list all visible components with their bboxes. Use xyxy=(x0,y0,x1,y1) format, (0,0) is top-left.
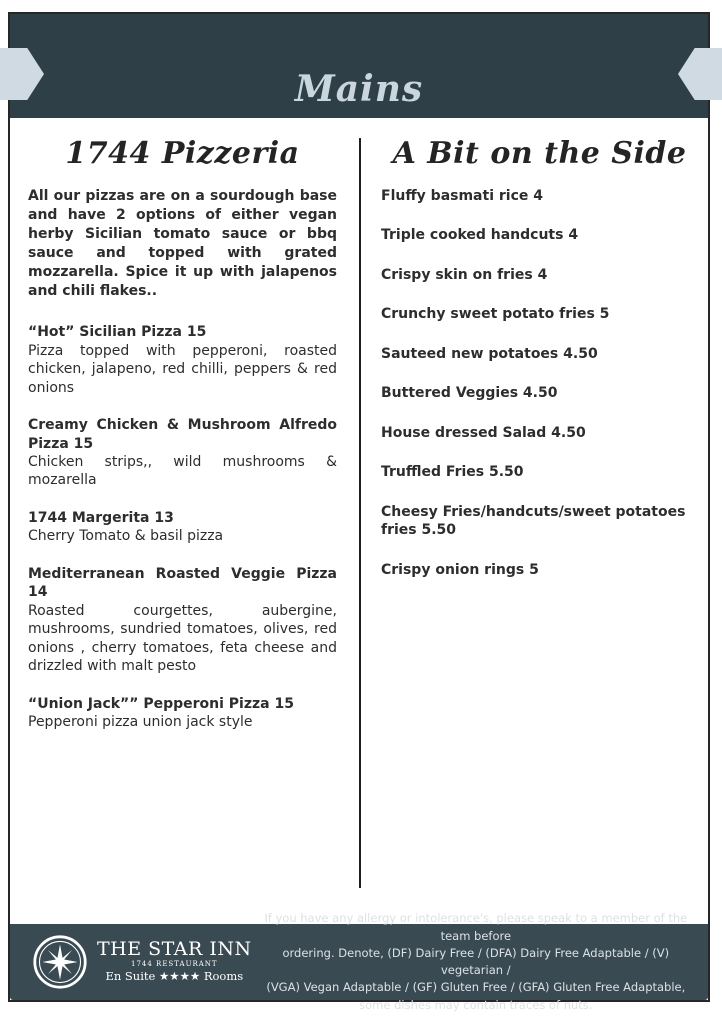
allergy-note xyxy=(252,910,692,1014)
item-description: Pizza topped with pepperoni, roasted chicken, jalapeno, red chilli, peppers & red onions xyxy=(28,342,337,396)
logo-name: THE STAR INN xyxy=(97,938,252,961)
side-item: Sauteed new potatoes 4.50 xyxy=(381,345,598,362)
item-description: Roasted courgettes, aubergine, mushrooms, sundried tomatoes, olives, red onions , cherry tomatoes, feta cheese and drizzled with malt pesto xyxy=(28,602,337,675)
side-item: Crunchy sweet potato fries 5 xyxy=(381,306,610,323)
item-name: “Union Jack”” Pepperoni Pizza 15 xyxy=(28,695,294,712)
footer xyxy=(10,911,708,1012)
logo-subtitle: 1744 RESTAURANT xyxy=(131,960,218,969)
column-divider xyxy=(359,138,361,888)
side-item: Buttered Veggies 4.50 xyxy=(381,385,558,402)
item-name: “Hot” Sicilian Pizza 15 xyxy=(28,324,207,341)
item-description: Chicken strips,, wild mushrooms & mozarella xyxy=(28,454,337,489)
pizzeria-title: 1744 Pizzeria xyxy=(65,136,300,171)
side-item: House dressed Salad 4.50 xyxy=(381,424,586,441)
item-description: Pepperoni pizza union jack style xyxy=(28,714,253,731)
side-item: Fluffy basmati rice 4 xyxy=(381,188,543,204)
compass-icon xyxy=(32,934,88,990)
logo-rooms: En Suite ★★★★ Rooms xyxy=(105,968,244,983)
item-name: Mediterranean Roasted Veggie Pizza 14 xyxy=(28,565,337,601)
allergy-line: (VGA) Vegan Adaptable / (GF) Gluten Free / (GFA) Gluten Free Adaptable, xyxy=(266,980,686,995)
item-name: Creamy Chicken & Mushroom Alfredo Pizza 15 xyxy=(28,417,337,452)
menu-content xyxy=(10,118,708,928)
menu-item xyxy=(28,695,337,732)
menu-page xyxy=(8,12,710,1012)
logo-text xyxy=(97,940,252,984)
sides-title: A Bit on the Side xyxy=(392,136,687,171)
star-inn-logo xyxy=(32,934,252,990)
pizzeria-intro: All our pizzas are on a sourdough base and have 2 options of either vegan herby Sicilian tomato sauce or bbq sauce and topped with grated mozzarella. Spice it up with jalapenos and chili flakes.. xyxy=(28,188,337,300)
menu-item xyxy=(28,416,337,490)
menu-item xyxy=(28,323,337,397)
mains-banner xyxy=(10,14,708,118)
side-item: Triple cooked handcuts 4 xyxy=(381,227,579,244)
side-item: Crispy skin on fries 4 xyxy=(381,266,548,283)
menu-item xyxy=(28,565,337,676)
allergy-line: some dishes may contain traces of nuts. xyxy=(359,997,593,1012)
item-description: Cherry Tomato & basil pizza xyxy=(28,528,224,545)
sides-column xyxy=(359,118,708,928)
menu-item xyxy=(28,509,337,546)
allergy-line: ordering. Denote, (DF) Dairy Free / (DFA) Dairy Free Adaptable / (V) vegetarian / xyxy=(282,945,670,977)
side-item: Cheesy Fries/handcuts/sweet potatoes fries 5.50 xyxy=(381,503,686,539)
allergy-line: If you have any allergy or intolerance's, please speak to a member of the team before xyxy=(264,911,688,943)
item-name: 1744 Margerita 13 xyxy=(28,509,174,526)
pizzeria-column xyxy=(10,118,359,928)
page-title: Mains xyxy=(294,68,424,110)
side-item: Crispy onion rings 5 xyxy=(381,561,539,578)
side-item: Truffled Fries 5.50 xyxy=(381,464,524,481)
